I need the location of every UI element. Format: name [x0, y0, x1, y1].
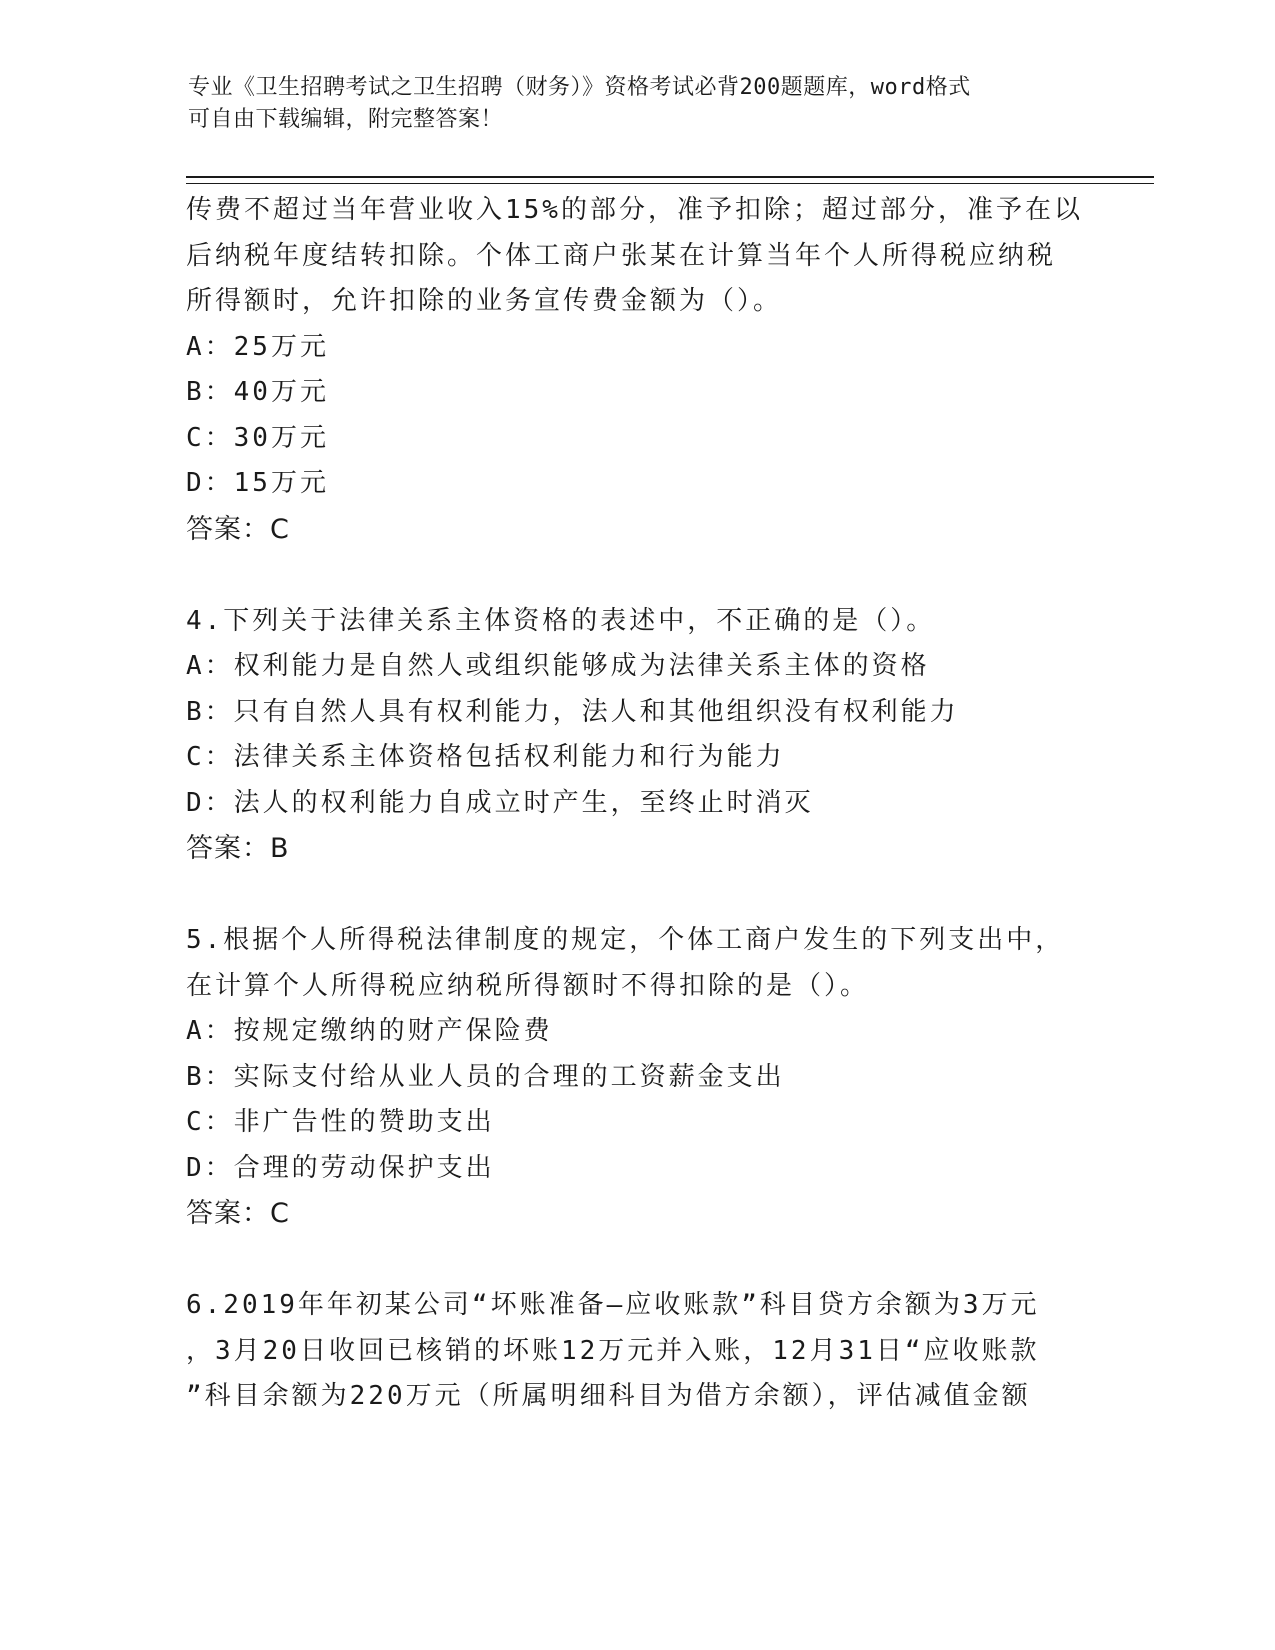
document-body — [186, 188, 1086, 1420]
question-6 — [186, 1283, 1086, 1420]
option-b: B：40万元 — [186, 377, 329, 407]
header-title-line-1: 专业《卫生招聘考试之卫生招聘（财务）》资格考试必背200题题库，word格式 — [188, 75, 971, 100]
question-text-line: 后纳税年度结转扣除。个体工商户张某在计算当年个人所得税应纳税 — [186, 240, 1057, 271]
answer-label: 答案：B — [186, 833, 290, 864]
question-text-line: ”科目余额为220万元（所属明细科目为借方余额），评估减值金额 — [186, 1381, 1031, 1411]
document-header — [188, 72, 1068, 136]
question-text-line: 传费不超过当年营业收入15%的部分，准予扣除；超过部分，准予在以 — [186, 195, 1083, 225]
question-3 — [186, 188, 1086, 553]
question-text-line: 4.下列关于法律关系主体资格的表述中，不正确的是（）。 — [186, 605, 936, 636]
option-a: A：25万元 — [186, 331, 329, 362]
question-spacer — [186, 553, 1086, 599]
question-text-line: 所得额时，允许扣除的业务宣传费金额为（）。 — [186, 286, 783, 316]
option-b: B：实际支付给从业人员的合理的工资薪金支出 — [186, 1061, 785, 1092]
option-b: B：只有自然人具有权利能力，法人和其他组织没有权利能力 — [186, 696, 959, 727]
question-text-line: 在计算个人所得税应纳税所得额时不得扣除的是（）。 — [186, 970, 870, 1001]
question-spacer — [186, 872, 1086, 918]
option-d: D：合理的劳动保护支出 — [186, 1152, 495, 1183]
answer-label: 答案：C — [186, 513, 290, 545]
question-text-line: ，3月20日收回已核销的坏账12万元并入账，12月31日“应收账款 — [186, 1335, 1040, 1366]
option-a: A：权利能力是自然人或组织能够成为法律关系主体的资格 — [186, 651, 930, 681]
answer-label: 答案：C — [186, 1198, 290, 1229]
option-c: C：30万元 — [186, 422, 329, 453]
option-d: D：15万元 — [186, 468, 329, 498]
option-c: C：非广告性的赞助支出 — [186, 1107, 495, 1137]
option-d: D：法人的权利能力自成立时产生，至终止时消灭 — [186, 787, 814, 818]
header-title-line-2: 可自由下载编辑，附完整答案！ — [188, 107, 504, 132]
header-divider — [186, 176, 1154, 184]
question-text-line: 5.根据个人所得税法律制度的规定，个体工商户发生的下列支出中， — [186, 925, 1065, 955]
option-c: C：法律关系主体资格包括权利能力和行为能力 — [186, 742, 785, 772]
question-text-line: 6.2019年年初某公司“坏账准备—应收账款”科目贷方余额为3万元 — [186, 1290, 1040, 1320]
question-5 — [186, 918, 1086, 1237]
question-spacer — [186, 1237, 1086, 1283]
question-4 — [186, 599, 1086, 873]
option-a: A：按规定缴纳的财产保险费 — [186, 1016, 553, 1046]
